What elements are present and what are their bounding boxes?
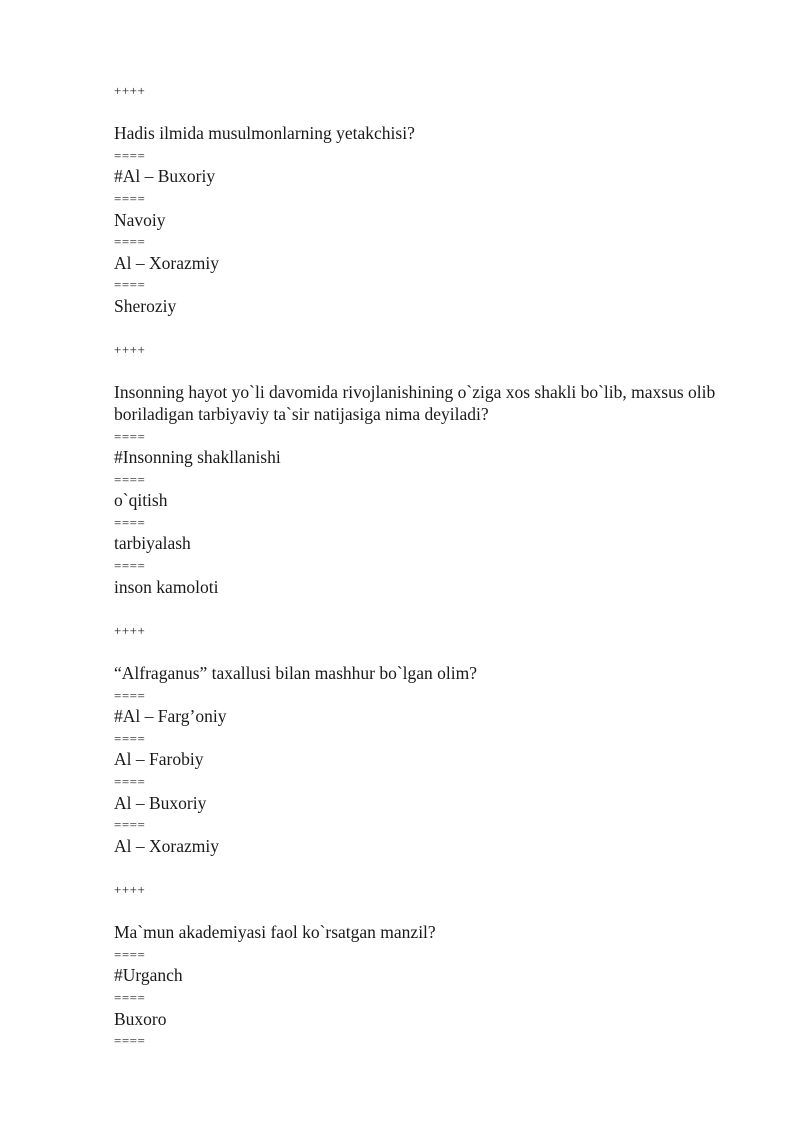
option-separator: ==== bbox=[114, 817, 146, 833]
question-text: “Alfraganus” taxallusi bilan mashhur bo`lgan olim? bbox=[114, 663, 478, 684]
option-item: #Urganch bbox=[114, 965, 183, 986]
option-item: #Al – Farg’oniy bbox=[114, 706, 227, 727]
question-text: Insonning hayot yo`li davomida rivojlanishining o`ziga xos shakli bo`lib, maxsus olib boriladigan tarbiyaviy ta`sir natijasiga nima deyiladi? bbox=[114, 382, 716, 424]
spacer bbox=[114, 361, 754, 383]
spacer bbox=[114, 102, 754, 124]
option-separator: ==== bbox=[114, 234, 146, 250]
option-separator: ==== bbox=[114, 687, 146, 703]
option-separator: ==== bbox=[114, 147, 146, 163]
option-item: Al – Farobiy bbox=[114, 749, 204, 770]
option-item: inson kamoloti bbox=[114, 576, 219, 597]
block-marker: ++++ bbox=[114, 881, 146, 897]
option-separator: ==== bbox=[114, 989, 146, 1005]
option-item: Sheroziy bbox=[114, 295, 177, 316]
option-item: Al – Xorazmiy bbox=[114, 252, 219, 273]
question-block bbox=[114, 879, 754, 1052]
spacer bbox=[114, 598, 754, 620]
option-item: tarbiyalash bbox=[114, 533, 191, 554]
option-separator: ==== bbox=[114, 277, 146, 293]
spacer bbox=[114, 901, 754, 923]
block-marker: ++++ bbox=[114, 83, 146, 98]
option-separator: ==== bbox=[114, 946, 146, 962]
question-text: Ma`mun akademiyasi faol ko`rsatgan manzil? bbox=[114, 922, 436, 943]
option-item: #Al – Buxoriy bbox=[114, 166, 216, 187]
option-item: #Insonning shakllanishi bbox=[114, 447, 281, 468]
option-item: Navoiy bbox=[114, 209, 166, 230]
question-block bbox=[114, 80, 754, 339]
question-text: Hadis ilmida musulmonlarning yetakchisi? bbox=[114, 123, 415, 144]
option-separator: ==== bbox=[114, 190, 146, 206]
block-marker: ++++ bbox=[114, 622, 146, 638]
spacer bbox=[114, 857, 754, 879]
option-item: Al – Buxoriy bbox=[114, 792, 207, 813]
option-separator: ==== bbox=[114, 1033, 146, 1049]
option-separator: ==== bbox=[114, 558, 146, 574]
option-separator: ==== bbox=[114, 730, 146, 746]
question-block bbox=[114, 620, 754, 879]
option-item: o`qitish bbox=[114, 490, 168, 511]
option-separator: ==== bbox=[114, 514, 146, 530]
option-separator: ==== bbox=[114, 471, 146, 487]
block-marker: ++++ bbox=[114, 342, 146, 358]
option-separator: ==== bbox=[114, 428, 146, 444]
question-block bbox=[114, 339, 754, 620]
document-page bbox=[114, 80, 754, 1052]
option-item: Al – Xorazmiy bbox=[114, 835, 219, 856]
option-item: Buxoro bbox=[114, 1008, 167, 1029]
spacer bbox=[114, 318, 754, 340]
spacer bbox=[114, 641, 754, 663]
option-separator: ==== bbox=[114, 774, 146, 789]
